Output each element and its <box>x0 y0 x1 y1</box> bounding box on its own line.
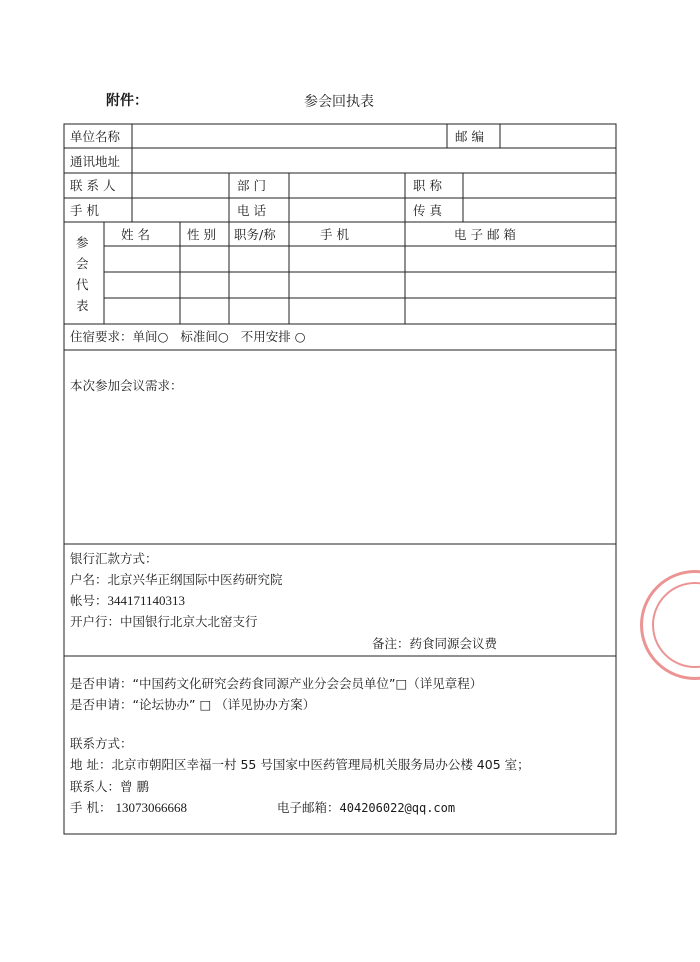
contact-address-label: 地 址： <box>70 757 112 772</box>
contact-address-row <box>70 757 530 773</box>
contact-person-row <box>70 779 149 795</box>
contact-person-label: 联 系 人 <box>70 178 116 193</box>
department-label: 部 门 <box>237 178 266 193</box>
contact-email-label: 电子邮箱： <box>277 800 340 815</box>
account-name-value: 北京兴华正纲国际中医药研究院 <box>107 572 283 587</box>
bank-account-no <box>70 593 185 609</box>
apply-member-row <box>70 676 482 692</box>
attendee-label-char: 会 <box>76 256 89 271</box>
contact-person-label: 联系人： <box>70 779 121 794</box>
postcode-label: 邮 编 <box>455 129 484 144</box>
bank-label: 开户行： <box>70 614 121 629</box>
apply-cohost-note: （详见协办方案） <box>215 697 316 712</box>
apply-cohost-prefix: 是否申请： <box>70 697 133 712</box>
bank-remark <box>372 636 497 652</box>
column-header-gender: 性 别 <box>187 227 216 242</box>
contact-person-value: 曾 鹏 <box>120 779 149 794</box>
contact-email-row <box>277 800 455 816</box>
bank-account-name <box>70 572 283 588</box>
fax-label: 传 真 <box>413 203 442 218</box>
phone-label: 电 话 <box>237 203 266 218</box>
lodging-option-single[interactable]: 单间○ <box>132 329 169 344</box>
contact-mobile-label: 手 机： <box>70 800 112 815</box>
account-no-label: 帐号： <box>70 593 108 608</box>
contact-email-value[interactable]: 404206022@qq.com <box>339 801 456 815</box>
attendee-label-char: 参 <box>76 235 89 250</box>
column-header-name: 姓 名 <box>121 227 150 242</box>
account-name-label: 户名： <box>70 572 108 587</box>
apply-cohost-item: “论坛协办” <box>132 697 196 712</box>
lodging-option-standard[interactable]: 标准间○ <box>180 329 229 344</box>
attachment-label: 附件： <box>106 93 148 109</box>
lodging-label: 住宿要求： <box>70 329 133 344</box>
remark-label: 备注： <box>372 636 410 651</box>
apply-member-item: “中国药文化研究会药食同源产业分会会员单位” <box>132 676 396 691</box>
column-header-position: 职务/称 <box>234 227 276 242</box>
contact-mobile-row <box>70 800 187 816</box>
page-title: 参会回执表 <box>304 94 374 110</box>
lodging-row <box>70 330 306 344</box>
mobile-label: 手 机 <box>70 203 99 218</box>
apply-cohost-checkbox[interactable]: □ <box>199 697 212 712</box>
contact-address-value: 北京市朝阳区幸福一村 55 号国家中医药管理局机关服务局办公楼 405 室； <box>111 757 530 772</box>
remark-value: 药食同源会议费 <box>409 636 498 651</box>
column-header-mobile: 手 机 <box>320 227 349 242</box>
address-label: 通讯地址 <box>70 154 121 169</box>
apply-cohost-row <box>70 697 315 713</box>
bank-name-value: 中国银行北京大北窑支行 <box>120 614 258 629</box>
needs-label: 本次参加会议需求： <box>70 378 183 393</box>
attendee-label-char: 表 <box>76 298 89 313</box>
job-title-label: 职 称 <box>413 178 442 193</box>
bank-name-row <box>70 614 258 630</box>
account-no-value: 344171140313 <box>107 593 186 608</box>
apply-member-checkbox[interactable]: □ <box>395 676 408 691</box>
attendee-label-char: 代 <box>76 277 89 292</box>
unit-name-label: 单位名称 <box>70 129 121 144</box>
contact-mobile-value: 13073066668 <box>115 800 187 815</box>
column-header-email: 电 子 邮 箱 <box>454 227 516 242</box>
contact-heading: 联系方式： <box>70 736 133 751</box>
apply-member-prefix: 是否申请： <box>70 676 133 691</box>
bank-heading: 银行汇款方式： <box>70 551 158 566</box>
apply-member-note: （详见章程） <box>407 676 483 691</box>
lodging-option-none[interactable]: 不用安排 ○ <box>240 329 306 344</box>
